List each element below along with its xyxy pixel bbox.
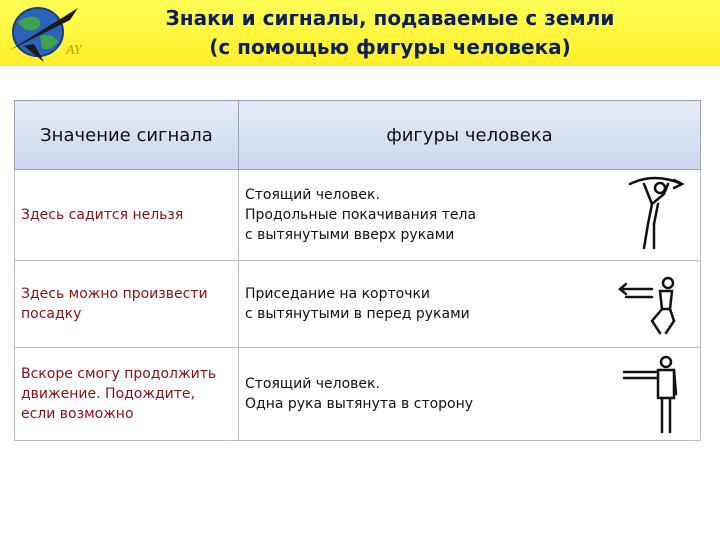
header-meaning: Значение сигнала [15, 101, 239, 170]
svg-text:AY: AY [66, 43, 82, 58]
signals-table [14, 100, 701, 441]
table-row [15, 348, 701, 441]
signal-meaning [15, 348, 239, 441]
crouching-arms-forward-figure-icon [616, 275, 688, 337]
header-figures: фигуры человека [239, 101, 701, 170]
signal-description [239, 170, 701, 261]
description-line: Стоящий человек. [245, 187, 380, 203]
table-row [15, 261, 701, 348]
description-line: Приседание на корточки [245, 286, 431, 302]
description-line: Одна рука вытянута в сторону [245, 396, 474, 412]
meaning-line: Здесь можно произвести [21, 286, 208, 302]
description-line: Продольные покачивания тела [245, 207, 477, 223]
title-line-2: (с помощью фигуры человека) [209, 35, 571, 59]
slide-header [0, 0, 720, 66]
aviation-globe-logo-icon [4, 2, 96, 64]
arms-up-waving-figure-icon [624, 174, 688, 254]
description-line: Стоящий человек. [245, 376, 380, 392]
signal-description [239, 348, 701, 441]
signal-meaning [15, 170, 239, 261]
table-row [15, 170, 701, 261]
table-header-row [15, 101, 701, 170]
meaning-line: Вскоре смогу продолжить [21, 366, 217, 382]
page-title [100, 4, 680, 62]
description-text [245, 185, 476, 245]
meaning-line: посадку [21, 306, 82, 322]
one-arm-extended-figure-icon [620, 354, 688, 436]
title-line-1: Знаки и сигналы, подаваемые с земли [165, 6, 615, 30]
meaning-line: движение. Подождите, [21, 386, 195, 402]
meaning-line: если возможно [21, 406, 134, 422]
description-line: с вытянутыми в перед руками [245, 306, 470, 322]
description-text [245, 374, 473, 414]
description-line: с вытянутыми вверх руками [245, 227, 455, 243]
signal-meaning [15, 261, 239, 348]
description-text [245, 284, 470, 324]
meaning-line: Здесь садится нельзя [21, 207, 184, 223]
signal-description [239, 261, 701, 348]
